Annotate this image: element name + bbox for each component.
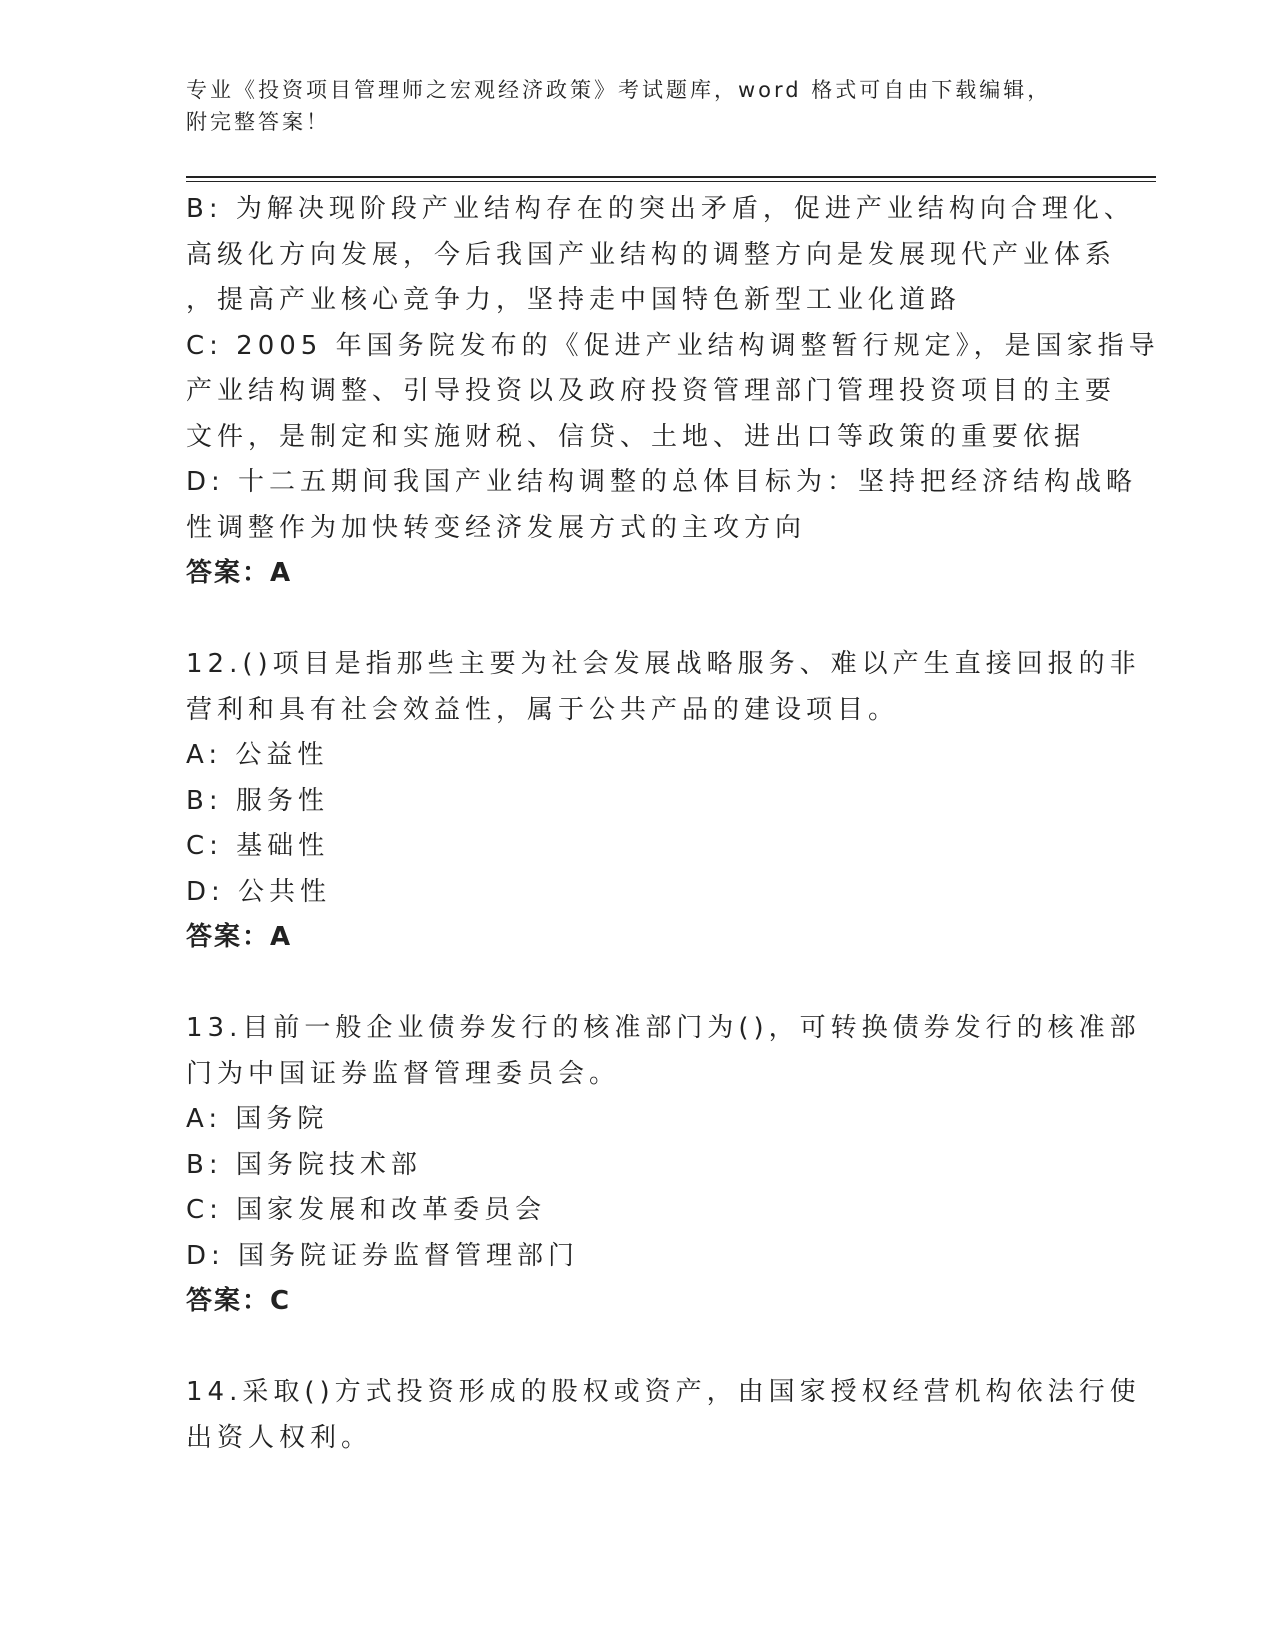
option-c-line: 文件，是制定和实施财税、信贷、土地、进出口等政策的重要依据: [186, 421, 1086, 452]
question-stem-line: 13.目前一般企业债券发行的核准部门为()，可转换债券发行的核准部: [186, 1013, 1141, 1043]
option-b-line: ，提高产业核心竞争力，坚持走中国特色新型工业化道路: [186, 285, 962, 315]
question-14: [186, 1370, 1141, 1461]
question-12: [186, 642, 1141, 961]
option-c: C: 国家发展和改革委员会: [186, 1195, 547, 1225]
header-line-2: 附完整答案！: [186, 110, 330, 134]
option-d: D: 公共性: [186, 876, 332, 907]
answer-label: 答案：C: [186, 1286, 292, 1316]
header-line-1: 专业《投资项目管理师之宏观经济政策》考试题库，word 格式可自由下载编辑，: [186, 78, 1052, 102]
option-c: C: 基础性: [186, 831, 330, 861]
option-a: A: 国务院: [186, 1104, 329, 1134]
option-b: B: 服务性: [186, 785, 329, 816]
option-b-line: B: 为解决现阶段产业结构存在的突出矛盾，促进产业结构向合理化、: [186, 194, 1135, 224]
spacer: [186, 1325, 1106, 1371]
answer-label: 答案：A: [186, 922, 293, 952]
question-stem-line: 营利和具有社会效益性，属于公共产品的建设项目。: [186, 694, 900, 725]
question-content: [186, 187, 1160, 1461]
option-d: D: 国务院证券监督管理部门: [186, 1240, 580, 1271]
spacer: [186, 597, 1106, 643]
option-b: B: 国务院技术部: [186, 1149, 422, 1180]
header-divider-thin: [186, 181, 1156, 182]
option-d-line: D: 十二五期间我国产业结构调整的总体目标为：坚持把经济结构战略: [186, 467, 1138, 497]
spacer: [186, 961, 1106, 1007]
question-13: [186, 1006, 1141, 1325]
question-stem-line: 出资人权利。: [186, 1422, 373, 1453]
answer-label: 答案：A: [186, 558, 293, 588]
option-c-line: 产业结构调整、引导投资以及政府投资管理部门管理投资项目的主要: [186, 376, 1117, 406]
option-b-line: 高级化方向发展，今后我国产业结构的调整方向是发展现代产业体系: [186, 239, 1117, 270]
option-c-line: C: 2005 年国务院发布的《促进产业结构调整暂行规定》，是国家指导: [186, 330, 1160, 361]
question-stem-line: 门为中国证券监督管理委员会。: [186, 1058, 621, 1089]
question-11-tail: [186, 187, 1160, 597]
option-a: A: 公益性: [186, 740, 329, 770]
question-stem-line: 14.采取()方式投资形成的股权或资产，由国家授权经营机构依法行使: [186, 1377, 1141, 1407]
question-stem-line: 12.()项目是指那些主要为社会发展战略服务、难以产生直接回报的非: [186, 649, 1141, 679]
header-divider-thick: [186, 176, 1156, 178]
document-header: [186, 74, 1086, 138]
option-d-line: 性调整作为加快转变经济发展方式的主攻方向: [186, 512, 807, 543]
